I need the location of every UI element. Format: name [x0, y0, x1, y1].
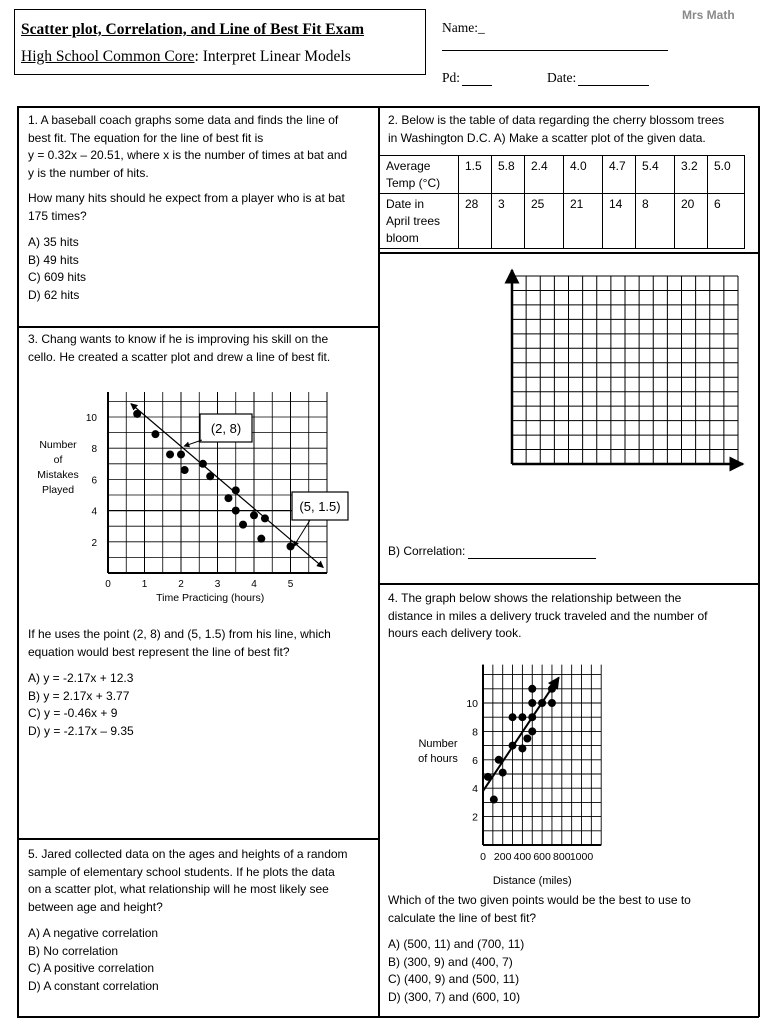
- q5-line: on a scatter plot, what relationship will he most likely see: [28, 882, 329, 896]
- data-point: [495, 756, 503, 764]
- temp-cell: 4.0: [564, 156, 603, 194]
- table-row-date: [380, 194, 745, 249]
- question-1: [28, 112, 373, 304]
- pd-label: Pd:: [442, 70, 461, 85]
- q2-line: in Washington D.C. A) Make a scatter plot of the given data.: [388, 130, 706, 145]
- q4-question-line: Which of the two given points would be the best to use to: [388, 893, 691, 907]
- x-tick-label: 5: [287, 579, 294, 590]
- data-point: [528, 699, 536, 707]
- q4-option-a[interactable]: A) (500, 11) and (700, 11): [388, 937, 525, 951]
- q2-correlation: [388, 543, 465, 561]
- q5-option-d[interactable]: D) A constant correlation: [28, 978, 159, 993]
- correlation-label: B) Correlation:: [388, 544, 466, 558]
- data-point: [528, 713, 536, 721]
- y-tick-label: 2: [91, 537, 97, 549]
- q5-line: sample of elementary school students. If he plots the data: [28, 864, 335, 879]
- data-point: [261, 514, 269, 522]
- x-tick-label: 1000: [569, 851, 594, 863]
- y-axis-label-line: Mistakes: [37, 469, 79, 481]
- data-point: [239, 521, 247, 529]
- q3-line: cello. He created a scatter plot and drew a line of best fit.: [28, 349, 331, 364]
- y-tick-label: 10: [466, 698, 478, 710]
- row-label-temp: [380, 156, 459, 194]
- cherry-blossom-table: [379, 155, 745, 249]
- exam-subtitle: [21, 48, 351, 66]
- chart-hours-vs-distance: [380, 652, 756, 892]
- x-tick-label: 2: [178, 579, 184, 590]
- y-tick-label: 8: [91, 444, 97, 456]
- q1-line: y = 0.32x – 20.51, where x is the number of times at bat and: [28, 148, 348, 162]
- y-axis-label-line: Played: [41, 484, 75, 496]
- question-3: [28, 331, 373, 366]
- data-point: [509, 713, 517, 721]
- grid-right-border: [758, 106, 760, 1017]
- q1-line: 1. A baseball coach graphs some data and finds the line of: [28, 113, 339, 127]
- q3-question-line: equation would best represent the line of best fit?: [28, 644, 290, 659]
- q4-option-b[interactable]: B) (300, 9) and (400, 7): [388, 954, 513, 969]
- data-point: [538, 699, 546, 707]
- date-cell: 25: [525, 194, 564, 249]
- x-tick-label: 400: [513, 851, 532, 863]
- q3-option-b[interactable]: B) y = 2.17x + 3.77: [28, 688, 130, 703]
- data-point: [518, 713, 526, 721]
- y-tick-label: 6: [472, 754, 478, 767]
- temp-cell: 5.8: [492, 156, 525, 194]
- date-cell: 6: [708, 194, 745, 249]
- data-point: [206, 472, 214, 480]
- data-point: [199, 460, 207, 468]
- data-point: [166, 450, 174, 458]
- data-point: [232, 486, 240, 494]
- row-label-line: April trees: [386, 214, 441, 228]
- table-row-temp: [380, 156, 745, 194]
- q2-line: 2. Below is the table of data regarding the cherry blossom trees: [388, 113, 725, 127]
- y-tick-label: 10: [85, 413, 97, 424]
- y-tick-label: 8: [472, 726, 478, 739]
- q5-line: 5. Jared collected data on the ages and heights of a random: [28, 847, 348, 861]
- x-tick-label: 600: [533, 851, 551, 863]
- temp-cell: 3.2: [675, 156, 708, 194]
- data-point: [287, 542, 295, 550]
- y-tick-label: 4: [91, 506, 97, 518]
- q3-line: 3. Chang wants to know if he is improving his skill on the: [28, 332, 329, 346]
- data-point: [528, 685, 536, 693]
- q4-question-line: calculate the line of best fit?: [388, 910, 537, 925]
- pd-line[interactable]: [462, 85, 492, 86]
- q5-option-b[interactable]: B) No correlation: [28, 943, 119, 958]
- q4-line: distance in miles a delivery truck traveled and the number of: [388, 608, 708, 623]
- grid-left-border: [17, 106, 19, 1017]
- date-cell: 8: [636, 194, 675, 249]
- question-2: [388, 112, 753, 147]
- data-point: [257, 535, 265, 543]
- question-5: [28, 846, 373, 995]
- data-point: [181, 466, 189, 474]
- data-point: [250, 511, 258, 519]
- data-point: [509, 742, 517, 750]
- date-cell: 28: [459, 194, 492, 249]
- divider-table-graph: [378, 252, 759, 254]
- q1-option-d[interactable]: D) 62 hits: [28, 287, 80, 302]
- temp-cell: 1.5: [459, 156, 492, 194]
- q1-option-b[interactable]: B) 49 hits: [28, 252, 79, 267]
- date-cell: 14: [603, 194, 636, 249]
- temp-cell: 4.7: [603, 156, 636, 194]
- data-point: [484, 773, 492, 781]
- data-point: [177, 450, 185, 458]
- x-axis-label: Distance (miles): [492, 875, 572, 887]
- name-line[interactable]: [442, 50, 668, 51]
- correlation-answer-line[interactable]: [468, 558, 596, 559]
- q4-option-c[interactable]: C) (400, 9) and (500, 11): [388, 972, 520, 986]
- q1-question-line: 175 times?: [28, 208, 87, 223]
- x-tick-label: 4: [251, 579, 257, 590]
- date-cell: 3: [492, 194, 525, 249]
- q1-option-c[interactable]: C) 609 hits: [28, 270, 87, 284]
- y-axis-label-line: Number: [39, 439, 77, 451]
- date-cell: 21: [564, 194, 603, 249]
- data-point: [548, 699, 556, 707]
- q4-line: hours each delivery took.: [388, 626, 522, 640]
- x-tick-label: 0: [105, 579, 111, 590]
- subtitle-course: High School Common Core: [21, 48, 195, 65]
- q5-line: between age and height?: [28, 899, 163, 914]
- q1-line: best fit. The equation for the line of best fit is: [28, 130, 264, 145]
- callout-label-2-8: (2, 8): [210, 421, 242, 436]
- q4-line: 4. The graph below shows the relationship between the: [388, 591, 682, 605]
- x-tick-label: 3: [214, 579, 221, 590]
- question-4: [388, 590, 753, 643]
- temp-cell: 2.4: [525, 156, 564, 194]
- y-tick-label: 6: [91, 475, 97, 487]
- y-axis-label-line: of: [53, 454, 63, 466]
- y-axis-label-line: of hours: [418, 753, 458, 765]
- x-tick-label: 200: [493, 851, 512, 863]
- y-tick-label: 2: [472, 811, 478, 824]
- q4-option-d[interactable]: D) (300, 7) and (600, 10): [388, 989, 521, 1004]
- q3-question-line: If he uses the point (2, 8) and (5, 1.5) from his line, which: [28, 627, 331, 641]
- q5-option-a[interactable]: A) A negative correlation: [28, 926, 159, 940]
- data-point: [224, 494, 232, 502]
- row-label-line: bloom: [386, 231, 419, 245]
- temp-cell: 5.0: [708, 156, 745, 194]
- data-point: [548, 685, 556, 693]
- callout-arrow: [294, 520, 311, 547]
- q1-line: y is the number of hits.: [28, 165, 149, 180]
- q3-option-d[interactable]: D) y = -2.17x – 9.35: [28, 723, 134, 738]
- subtitle-topic: : Interpret Linear Models: [194, 48, 351, 65]
- row-label-line: Temp (°C): [386, 176, 441, 190]
- data-point: [151, 430, 159, 438]
- date-line[interactable]: [578, 85, 649, 86]
- x-tick-label: 0: [480, 851, 486, 863]
- date-cell: 20: [675, 194, 708, 249]
- callout-label-5-1-5: (5, 1.5): [299, 499, 341, 514]
- title-box: [14, 9, 426, 75]
- grid-bottom-border: [17, 1016, 759, 1018]
- chart-mistakes-vs-practice: [20, 378, 375, 610]
- row-label-line: Average: [386, 159, 431, 173]
- data-point: [232, 507, 240, 515]
- data-point: [133, 410, 141, 418]
- data-point: [499, 769, 507, 777]
- q4-question: [388, 892, 753, 1006]
- q1-question-line: How many hits should he expect from a player who is at bat: [28, 191, 345, 205]
- divider-q3-q5: [17, 838, 379, 840]
- x-tick-label: 1: [141, 579, 148, 590]
- blank-scatter-grid[interactable]: [500, 268, 745, 478]
- data-point: [518, 744, 526, 752]
- data-point: [523, 735, 531, 743]
- brand-label: Mrs Math: [682, 8, 735, 22]
- data-point: [490, 796, 498, 804]
- temp-cell: 5.4: [636, 156, 675, 194]
- q3-option-a[interactable]: A) y = -2.17x + 12.3: [28, 671, 134, 685]
- divider-q2-q4: [378, 583, 759, 585]
- q5-option-c[interactable]: C) A positive correlation: [28, 961, 155, 975]
- row-label-date: [380, 194, 459, 249]
- x-tick-label: 800: [553, 851, 571, 863]
- y-tick-label: 4: [472, 783, 478, 796]
- y-axis-label-line: Number: [418, 738, 458, 750]
- data-point: [528, 727, 536, 735]
- exam-title: Scatter plot, Correlation, and Line of Best Fit Exam: [21, 21, 364, 38]
- x-axis-label: Time Practicing (hours): [156, 592, 265, 604]
- date-label: Date:: [547, 70, 577, 85]
- q1-option-a[interactable]: A) 35 hits: [28, 235, 79, 249]
- row-label-line: Date in: [386, 197, 425, 211]
- q3-question: [28, 626, 373, 740]
- name-label: Name:_: [442, 20, 485, 35]
- q3-option-c[interactable]: C) y = -0.46x + 9: [28, 706, 118, 720]
- divider-q1-q3: [17, 326, 379, 328]
- grid-top-border: [17, 106, 759, 108]
